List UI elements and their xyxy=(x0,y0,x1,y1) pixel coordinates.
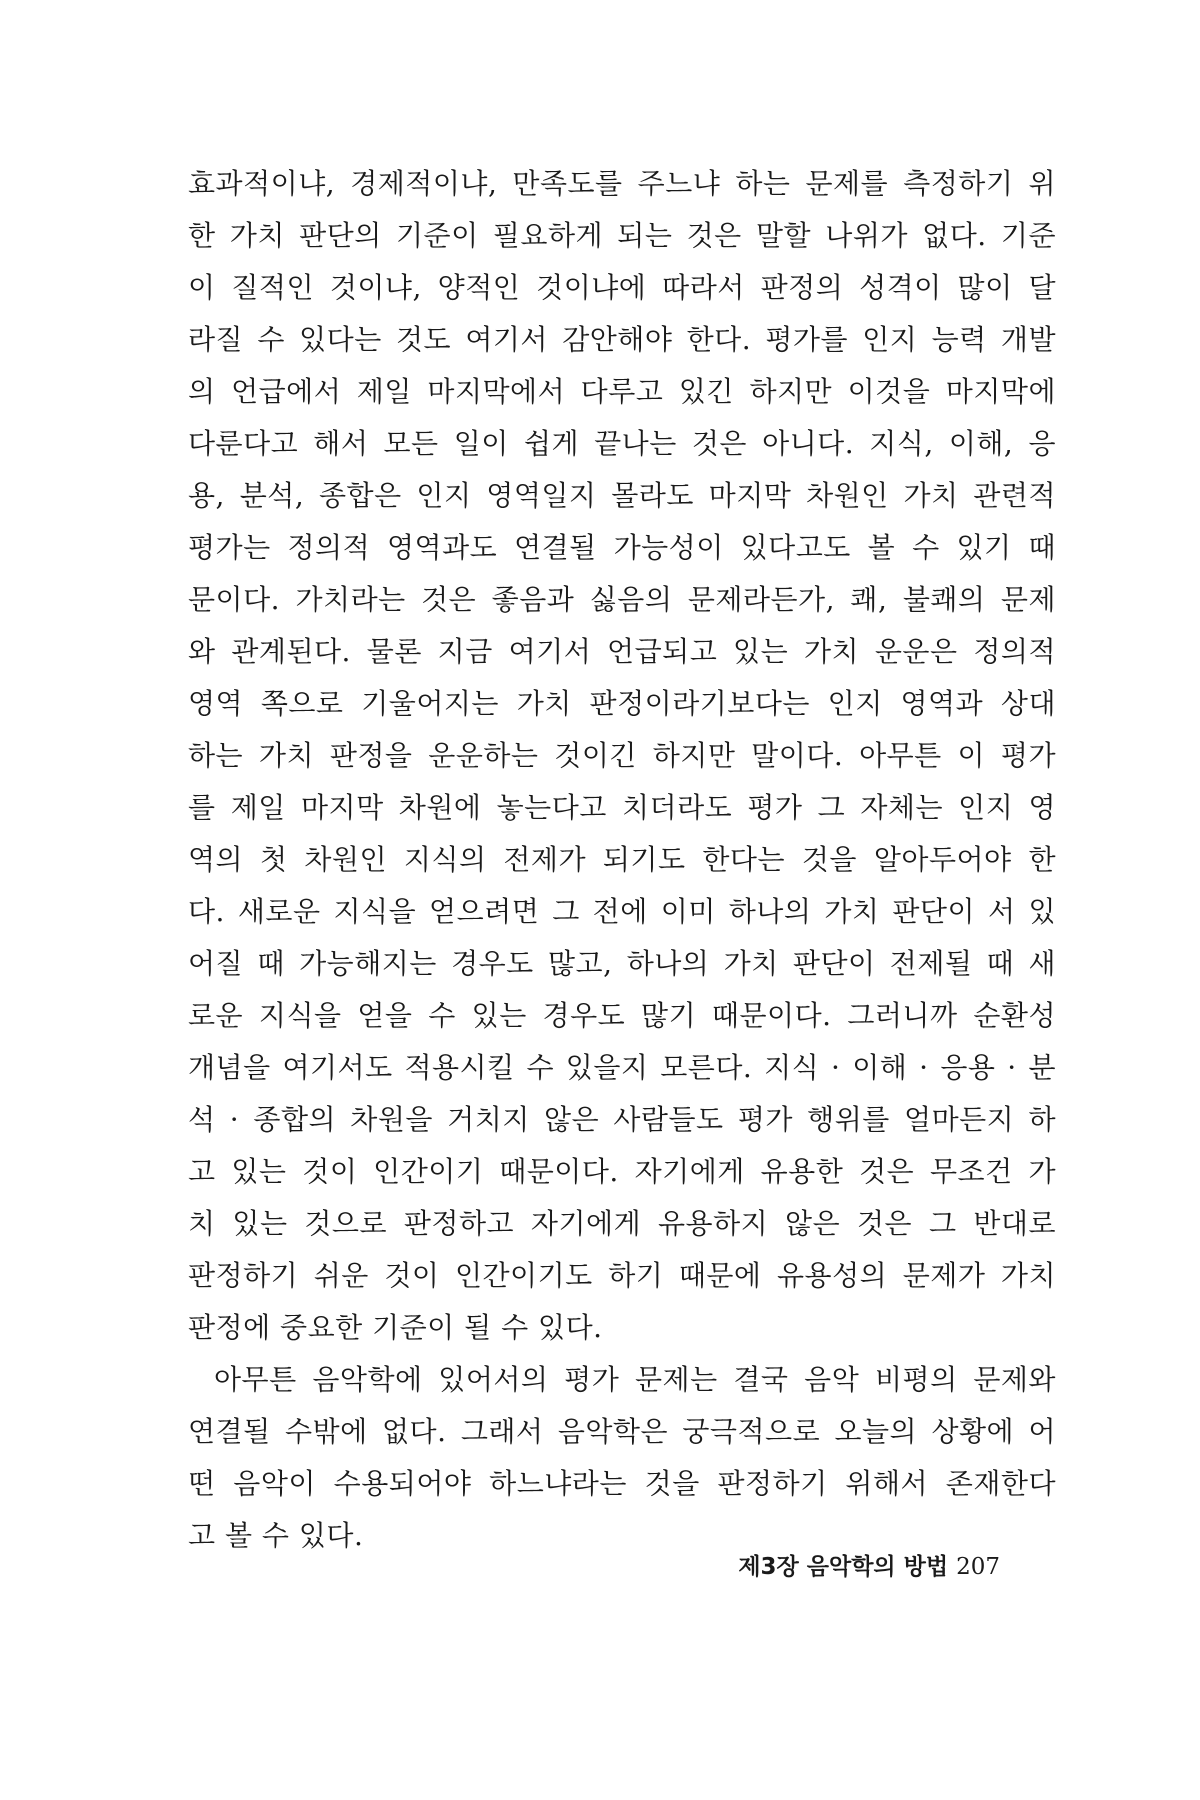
text-line: 고 있는 것이 인간이기 때문이다. 자기에게 유용한 것은 무조건 가 xyxy=(188,1155,1056,1188)
text-line: 떤 음악이 수용되어야 하느냐라는 것을 판정하기 위해서 존재한다 xyxy=(188,1467,1056,1500)
page-number: 207 xyxy=(956,1554,1000,1580)
text-line: 영역 쪽으로 기울어지는 가치 판정이라기보다는 인지 영역과 상대 xyxy=(188,687,1056,720)
text-line: 를 제일 마지막 차원에 놓는다고 치더라도 평가 그 자체는 인지 영 xyxy=(188,791,1056,824)
text-line: 라질 수 있다는 것도 여기서 감안해야 한다. 평가를 인지 능력 개발 xyxy=(188,323,1056,356)
text-line: 와 관계된다. 물론 지금 여기서 언급되고 있는 가치 운운은 정의적 xyxy=(188,635,1056,668)
text-line: 판정에 중요한 기준이 될 수 있다. xyxy=(188,1311,603,1344)
text-line: 이 질적인 것이냐, 양적인 것이냐에 따라서 판정의 성격이 많이 달 xyxy=(188,271,1056,304)
text-line: 판정하기 쉬운 것이 인간이기도 하기 때문에 유용성의 문제가 가치 xyxy=(188,1259,1056,1292)
text-line: 역의 첫 차원인 지식의 전제가 되기도 한다는 것을 알아두어야 한 xyxy=(188,843,1056,876)
text-line: 평가는 정의적 영역과도 연결될 가능성이 있다고도 볼 수 있기 때 xyxy=(188,531,1056,564)
body-text xyxy=(188,158,1056,1562)
text-line: 효과적이냐, 경제적이냐, 만족도를 주느냐 하는 문제를 측정하기 위 xyxy=(188,167,1056,200)
text-line: 하는 가치 판정을 운운하는 것이긴 하지만 말이다. 아무튼 이 평가 xyxy=(188,739,1056,772)
text-line: 고 볼 수 있다. xyxy=(188,1519,364,1552)
text-line: 석 · 종합의 차원을 거치지 않은 사람들도 평가 행위를 얼마든지 하 xyxy=(188,1103,1056,1136)
text-line: 다. 새로운 지식을 얻으려면 그 전에 이미 하나의 가치 판단이 서 있 xyxy=(188,895,1056,928)
text-line: 어질 때 가능해지는 경우도 많고, 하나의 가치 판단이 전제될 때 새 xyxy=(188,947,1056,980)
paragraph-1 xyxy=(188,158,1056,1354)
text-line: 의 언급에서 제일 마지막에서 다루고 있긴 하지만 이것을 마지막에 xyxy=(188,375,1056,408)
text-line: 치 있는 것으로 판정하고 자기에게 유용하지 않은 것은 그 반대로 xyxy=(188,1207,1056,1240)
text-line: 개념을 여기서도 적용시킬 수 있을지 모른다. 지식 · 이해 · 응용 · 분 xyxy=(188,1051,1056,1084)
text-line: 용, 분석, 종합은 인지 영역일지 몰라도 마지막 차원인 가치 관련적 xyxy=(188,479,1056,512)
running-footer xyxy=(738,1548,1000,1581)
text-line: 연결될 수밖에 없다. 그래서 음악학은 궁극적으로 오늘의 상황에 어 xyxy=(188,1415,1056,1448)
paragraph-2 xyxy=(188,1354,1056,1562)
text-line: 로운 지식을 얻을 수 있는 경우도 많기 때문이다. 그러니까 순환성 xyxy=(188,999,1056,1032)
chapter-title: 제3장 음악학의 방법 xyxy=(738,1554,949,1580)
text-line: 아무튼 음악학에 있어서의 평가 문제는 결국 음악 비평의 문제와 xyxy=(214,1363,1056,1396)
text-line: 한 가치 판단의 기준이 필요하게 되는 것은 말할 나위가 없다. 기준 xyxy=(188,219,1056,252)
text-line: 다룬다고 해서 모든 일이 쉽게 끝나는 것은 아니다. 지식, 이해, 응 xyxy=(188,427,1056,460)
text-line: 문이다. 가치라는 것은 좋음과 싫음의 문제라든가, 쾌, 불쾌의 문제 xyxy=(188,583,1056,616)
